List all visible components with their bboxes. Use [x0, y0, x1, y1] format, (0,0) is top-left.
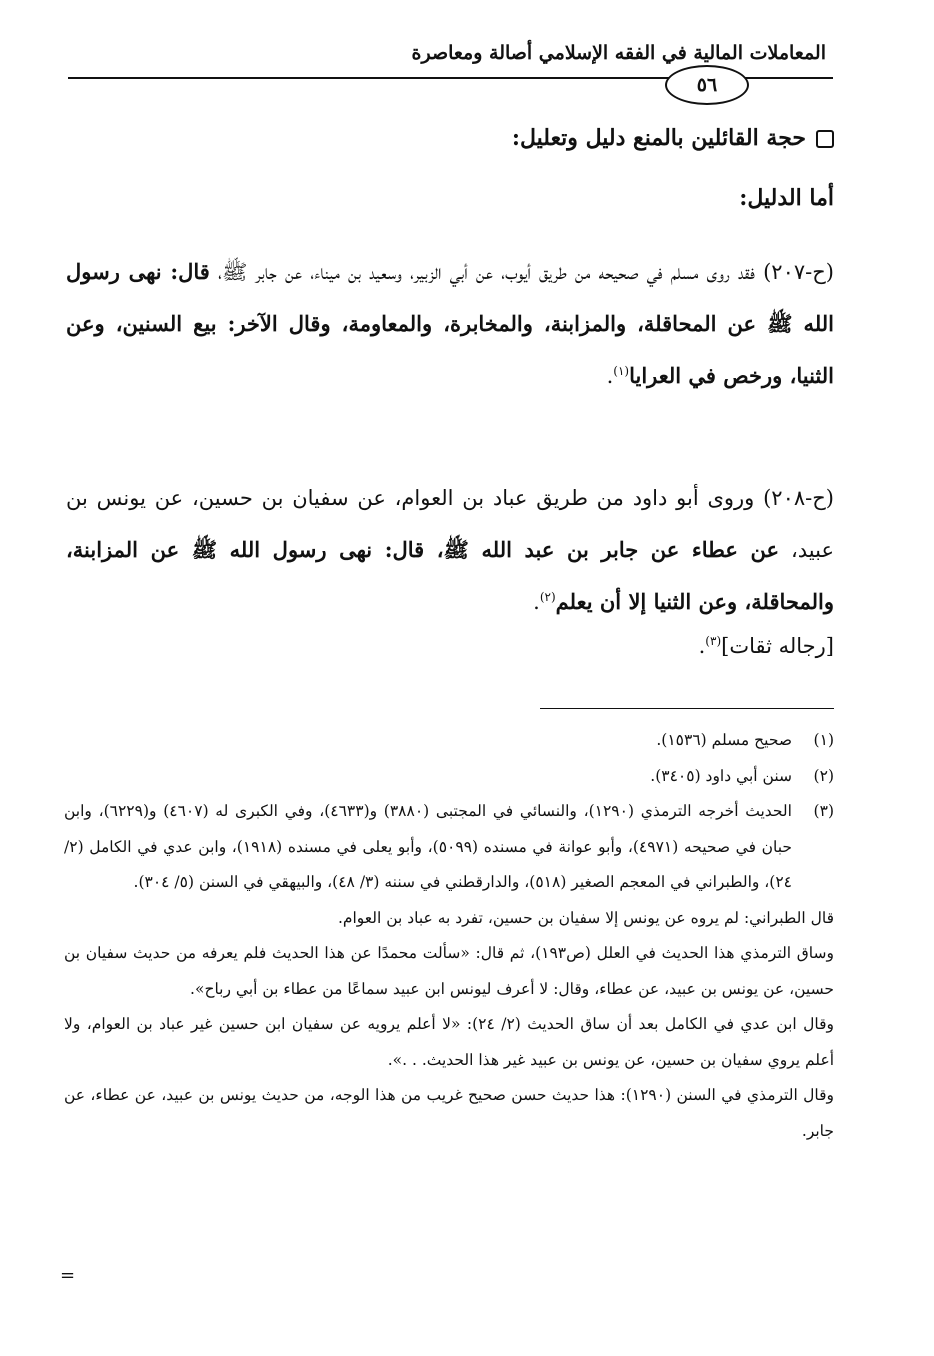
- continuation-mark: =: [60, 1265, 76, 1286]
- footnote-3: [64, 794, 834, 901]
- hadith-207: [66, 246, 834, 402]
- footnote-1-text: صحيح مسلم (١٥٣٦).: [656, 731, 792, 749]
- footnote-ref-3[interactable]: (٣): [705, 634, 722, 648]
- footnote-3-text: الحديث أخرجه الترمذي (١٢٩٠)، والنسائي في المجتبى (٣٨٨٠) و(٤٦٣٣)، وفي الكبرى له (٤٦٠٧) و(٦٢٢٩)، وابن حبان في صحيحه (٤٩٧١)، وأبو عوانة في مسنده (٥٠٩٩)، وأبو يعلى في مسنده (١٩١٨)، وابن عدي في الكامل (٢/ ٢٤)، والطبراني في المعجم الصغير (٥١٨)، والدارقطني في سننه (٣/ ٤٨)، والبيهقي في السنن (٥/ ٣٠٤).: [64, 802, 792, 891]
- footnote-2-text: سنن أبي داود (٣٤٠٥).: [650, 766, 792, 785]
- footnote-3-tabarani: قال الطبراني: لم يروه عن يونس إلا سفيان بن حسين، تفرد به عباد بن العوام.: [337, 908, 834, 927]
- narrators-note: [699, 634, 834, 658]
- footnote-3-number: (٣): [813, 802, 834, 820]
- footnote-3-tirmidhi-sunan: وقال الترمذي في السنن (١٢٩٠): هذا حديث حسن صحيح غريب من هذا الوجه، من حديث يونس بن عبيد، عن عطاء، عن جابر.: [64, 1086, 835, 1140]
- footnote-1-number: (١): [813, 731, 834, 749]
- hadith-207-matn: قال: نهى رسول الله ﷺ عن المحاقلة، والمزابنة، والمخابرة، والمعاومة، وقال الآخر: بيع السنين، وعن الثنيا، ورخص في العرايا: [66, 259, 834, 388]
- footnotes: [64, 723, 834, 1149]
- hadith-208-opening: (ح-٢٠٨) وروى أبو داود من طريق عباد بن العوام، عن سفيان بن حسين، عن يونس بن عبيد،: [66, 486, 835, 562]
- footnote-3-ibn-adi: وقال ابن عدي في الكامل بعد أن ساق الحديث (٢/ ٢٤): «لا أعلم يرويه عن سفيان ابن حسين غير عباد بن العوام، ولا أعلم يروي سفيان بن حسين، عن يونس بن عبيد غير هذا الحديث. . .».: [64, 1015, 835, 1069]
- narrators-text: [رجاله ثقات]: [721, 634, 834, 658]
- hadith-207-opening: (ح-٢٠٧) فقد روى مسلم في صحيحه من طريق أيوب، عن أبي الزبير، وسعيد بن ميناء، عن جابر ﷺ،: [209, 260, 834, 284]
- page-number: ٥٦: [665, 65, 749, 105]
- footnote-2: [64, 759, 834, 795]
- footnote-ref-2[interactable]: (٢): [539, 590, 556, 604]
- running-title: المعاملات المالية في الفقه الإسلامي أصالة ومعاصرة: [411, 42, 826, 64]
- hadith-208-end: .: [533, 590, 540, 614]
- footnote-3-tirmidhi-ilal: وساق الترمذي هذا الحديث في العلل (ص١٩٣)، ثم قال: «سألت محمدًا عن هذا الحديث فلم يعرفه من حديث سفيان بن حسين، عن يونس بن عبيد، عن عطاء، وقال: لا أعرف ليونس ابن عبيد سماعًا من عطاء بن أبي رباح».: [64, 944, 834, 998]
- hadith-207-end: .: [606, 364, 614, 388]
- footnote-ref-1[interactable]: (١): [613, 364, 630, 378]
- subheading: أما الدليل:: [739, 185, 834, 211]
- footnote-separator: [540, 708, 834, 709]
- footnote-2-number: (٢): [813, 766, 834, 785]
- hadith-208: [66, 472, 834, 628]
- footnote-1: [64, 723, 834, 759]
- section-heading-text: حجة القائلين بالمنع دليل وتعليل:: [511, 125, 806, 151]
- checkbox-bullet-icon: [816, 130, 834, 148]
- section-heading: [512, 125, 834, 151]
- narrators-end: .: [698, 634, 706, 658]
- hadith-208-matn: عن عطاء عن جابر بن عبد الله ﷺ، قال: نهى رسول الله ﷺ عن المزابنة، والمحاقلة، وعن الثنيا إلا أن يعلم: [66, 537, 834, 614]
